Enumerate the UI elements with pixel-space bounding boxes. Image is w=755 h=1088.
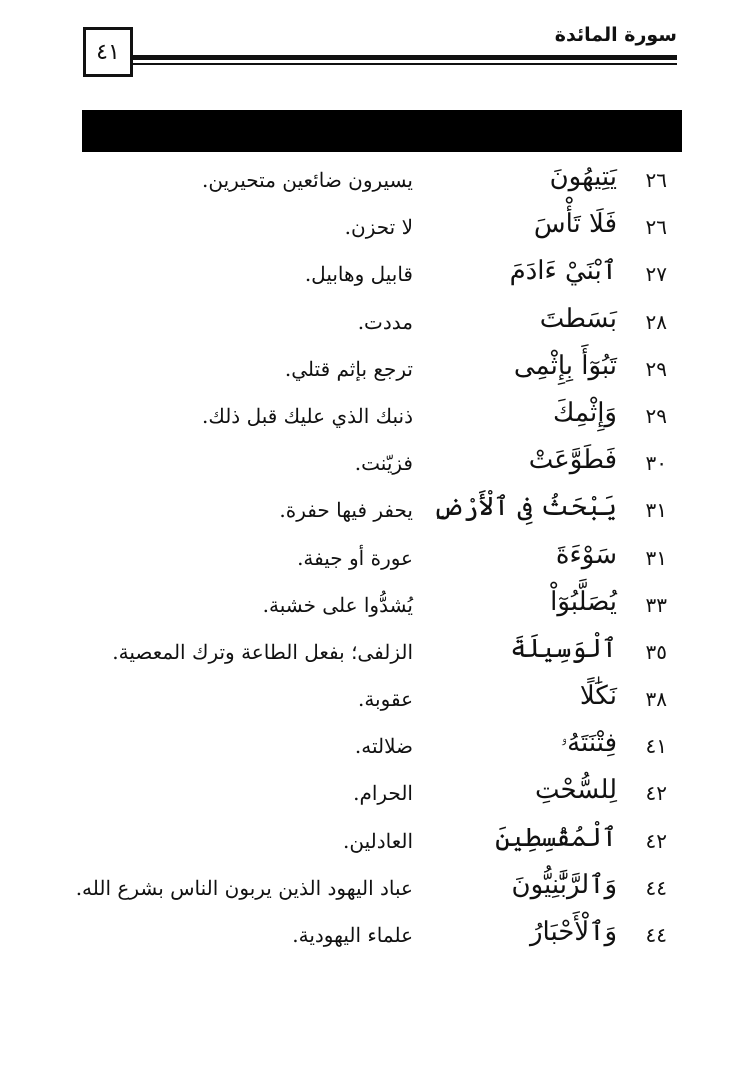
quran-word: ٱلْوَسِيلَةَ — [510, 633, 617, 664]
page-number: ٤١ — [96, 39, 120, 65]
verse-number: ٣٥ — [645, 639, 667, 664]
list-item — [0, 583, 755, 630]
verse-number: ٤٢ — [645, 828, 667, 853]
list-item — [0, 913, 755, 960]
word-meaning: لا تحزن. — [344, 215, 413, 240]
quran-word: ٱبْنَيْ ءَادَمَ — [509, 256, 617, 287]
verse-number: ٢٩ — [645, 356, 667, 381]
list-item — [0, 394, 755, 441]
quran-word: وَٱلرَّبَّٰنِيُّونَ — [511, 869, 617, 900]
quran-word: فِتْنَتَهُۥ — [560, 728, 617, 759]
word-meaning: يُشدُّوا على خشبة. — [262, 592, 413, 617]
quran-word: وَإِثْمِكَ — [553, 397, 617, 428]
verse-number: ٤٤ — [645, 923, 667, 947]
list-item — [0, 819, 755, 866]
list-item — [0, 252, 755, 299]
quran-word: سَوْءَةَ — [555, 539, 617, 570]
verse-number: ٢٦ — [645, 215, 667, 240]
word-meaning: عورة أو جيفة. — [297, 545, 413, 570]
list-item — [0, 488, 755, 535]
black-header-band — [82, 110, 682, 152]
word-meaning: علماء اليهودية. — [292, 923, 413, 947]
word-meaning: قابيل وهابيل. — [304, 262, 413, 287]
verse-number: ٣٠ — [645, 451, 667, 476]
list-item — [0, 205, 755, 252]
list-item — [0, 677, 755, 724]
word-meaning: يسيرون ضائعين متحيرين. — [202, 168, 413, 192]
word-meaning: ضلالته. — [354, 734, 413, 759]
quran-word: فَلَا تَأْسَ — [533, 209, 617, 240]
list-item — [0, 630, 755, 677]
word-meaning: الحرام. — [353, 781, 413, 806]
quran-word: يَتِيهُونَ — [549, 162, 617, 192]
quran-word: ٱلْمُقْسِطِينَ — [495, 822, 617, 853]
list-item — [0, 724, 755, 771]
surah-title: سورة المائدة — [554, 24, 677, 46]
quran-word: تَبُوٓأَ بِإِثْمِى — [513, 350, 617, 381]
word-meaning: الزلفى؛ بفعل الطاعة وترك المعصية. — [112, 639, 413, 664]
word-meaning: عقوبة. — [357, 687, 413, 712]
quran-word: وَٱلْأَحْبَارُ — [529, 917, 617, 947]
verse-number: ٤١ — [645, 734, 667, 759]
quran-word: نَكَٰلًا — [579, 681, 617, 712]
list-item — [0, 866, 755, 913]
list-item — [0, 536, 755, 583]
word-meaning: ترجع بإثم قتلي. — [284, 356, 413, 381]
word-meaning: فزيّنت. — [354, 451, 413, 476]
word-meaning: العادلين. — [342, 828, 413, 853]
quran-word: فَطَوَّعَتْ — [528, 445, 617, 476]
verse-number: ٤٢ — [645, 781, 667, 806]
list-item — [0, 347, 755, 394]
quran-word: بَسَطتَ — [539, 303, 617, 334]
header-rule-thick — [133, 55, 677, 60]
verse-number: ٤٤ — [645, 875, 667, 900]
page-number-box — [83, 27, 133, 77]
word-meaning: مددت. — [357, 309, 413, 334]
verse-number: ٣١ — [645, 498, 667, 523]
verse-number: ٢٩ — [645, 403, 667, 428]
word-meaning: ذنبك الذي عليك قبل ذلك. — [202, 403, 413, 428]
verse-number: ٢٦ — [645, 168, 667, 192]
verse-number: ٣٣ — [645, 592, 667, 617]
list-item — [0, 300, 755, 347]
list-item — [0, 158, 755, 205]
quran-word: لِلسُّحْتِ — [534, 775, 617, 806]
verse-number: ٣٨ — [645, 687, 667, 712]
verse-number: ٢٨ — [645, 309, 667, 334]
word-meaning: يحفر فيها حفرة. — [279, 498, 413, 523]
list-item — [0, 771, 755, 818]
quran-word: يَبْحَثُ فِى ٱلْأَرْضِ — [432, 492, 617, 523]
list-item — [0, 441, 755, 488]
header-rule-thin — [133, 63, 677, 65]
quran-word: يُصَلَّبُوٓاْ — [550, 586, 617, 617]
word-meaning: عباد اليهود الذين يربون الناس بشرع الله. — [75, 875, 413, 900]
verse-number: ٢٧ — [645, 262, 667, 287]
vocabulary-list — [0, 158, 755, 960]
verse-number: ٣١ — [645, 545, 667, 570]
